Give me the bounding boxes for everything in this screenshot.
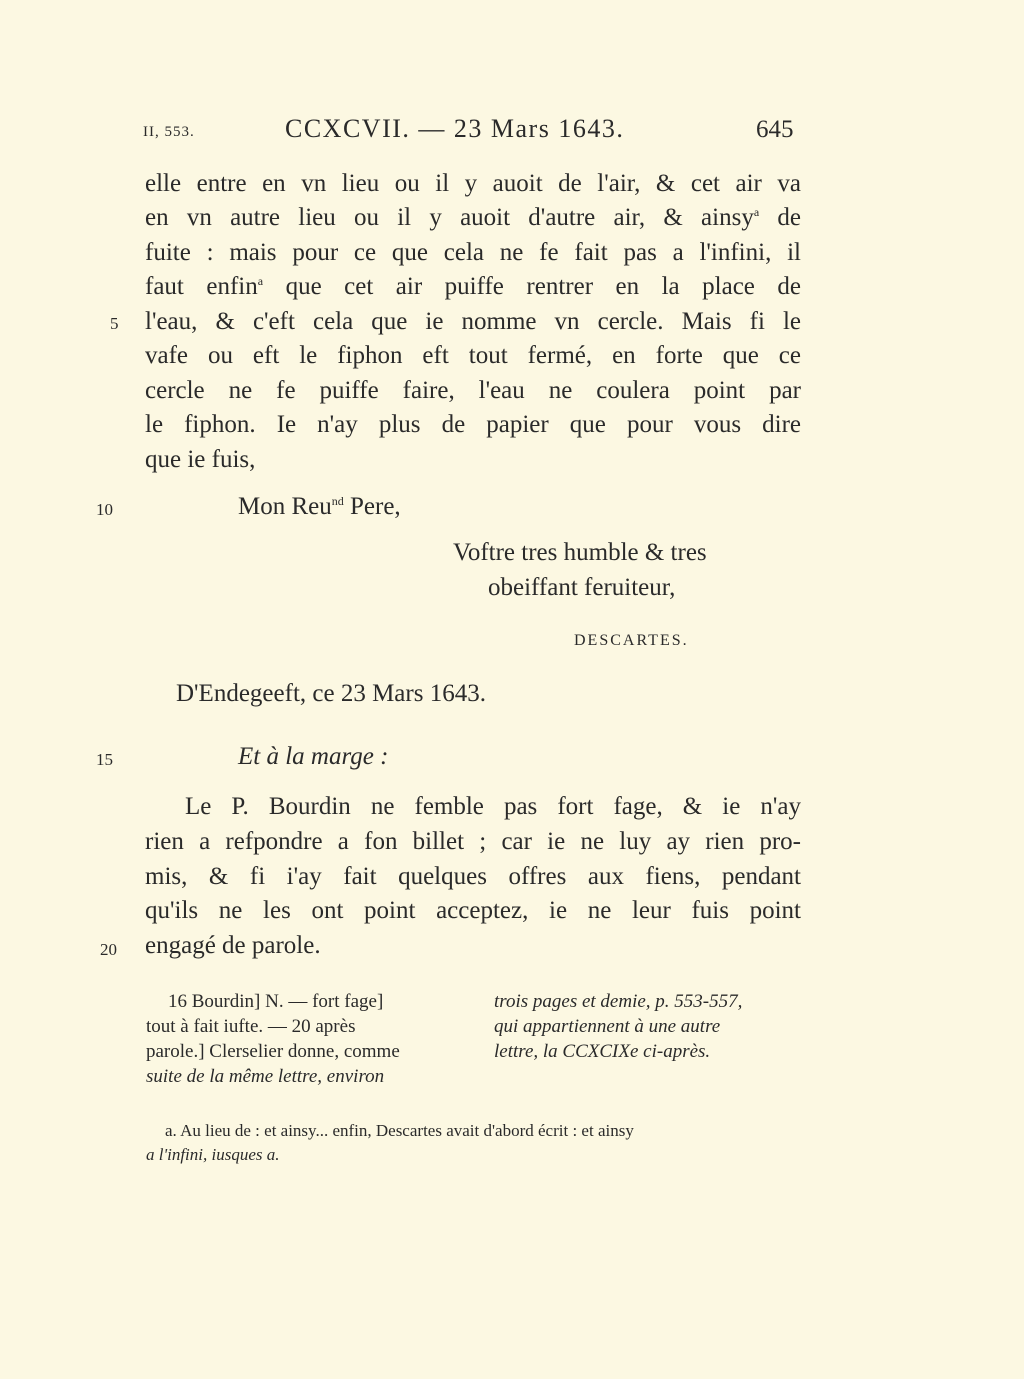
body-line: fuite : mais pour ce que cela ne fe fait pas a l'infini, il (145, 239, 801, 266)
variant-line: lettre, la CCXCIXe ci-après. (494, 1041, 711, 1062)
postscript-line: Le P. Bourdin ne femble pas fort fage, & ie n'ay (185, 793, 801, 820)
postscript-line: qu'ils ne les ont point acceptez, ie ne leur fuis point (145, 897, 801, 924)
footnote-marker: a (753, 205, 760, 219)
body-line: cercle ne fe puiffe faire, l'eau ne coulera point par (145, 377, 801, 404)
footnote-line: a l'infini, iusques a. (146, 1145, 280, 1164)
body-line: elle entre en vn lieu ou il y auoit de l'air, & cet air va (145, 170, 801, 197)
body-line: l'eau, & c'eft cela que ie nomme vn cercle. Mais fi le (145, 308, 801, 335)
postscript-line: mis, & fi i'ay fait quelques offres aux fiens, pendant (145, 863, 801, 890)
dateline: D'Endegeeft, ce 23 Mars 1643. (176, 680, 486, 707)
footnote-marker: a (257, 274, 264, 288)
line-number: 5 (110, 314, 119, 333)
line-number: 10 (96, 500, 113, 519)
variants-right-column (494, 989, 806, 1064)
variant-line: suite de la même lettre, environ (146, 1066, 385, 1087)
body-line: le fiphon. Ie n'ay plus de papier que pour vous dire (145, 411, 801, 438)
body-line (145, 201, 801, 236)
salutation (238, 490, 401, 525)
body-line: que ie fuis, (145, 446, 256, 473)
body-line-tail: que cet air puiffe rentrer en la place de (285, 273, 801, 300)
variants-left-column (146, 989, 458, 1089)
variant-line: 16 Bourdin] N. — fort fage] (168, 991, 384, 1012)
closing-line: obeiffant feruiteur, (488, 574, 676, 601)
salutation-suffix: Pere, (343, 493, 401, 520)
body-line-tail: de (777, 204, 802, 231)
page-number: 645 (756, 116, 794, 143)
margin-heading: Et à la marge : (238, 743, 389, 770)
variant-line: trois pages et demie, p. 553-557, (494, 991, 743, 1012)
body-line-text: en vn autre lieu ou il y auoit d'autre air, & ainsy (145, 204, 754, 231)
salutation-prefix: Mon Reu (238, 493, 332, 520)
postscript-line: rien a refpondre a fon billet ; car ie ne luy ay rien pro- (145, 828, 801, 855)
variant-line: tout à fait iufte. — 20 après (146, 1016, 356, 1037)
body-line (145, 270, 801, 305)
variant-line: parole.] Clerselier donne, comme (146, 1041, 400, 1062)
page-reference: II, 553. (143, 124, 195, 140)
letter-heading: CCXCVII. — 23 Mars 1643. (285, 114, 625, 143)
footnote-line: a. Au lieu de : et ainsy... enfin, Descartes avait d'abord écrit : et ainsy (165, 1121, 634, 1140)
closing-line: Voftre tres humble & tres (453, 539, 707, 566)
postscript-line: engagé de parole. (145, 932, 321, 959)
body-line-text: faut enfin (145, 273, 258, 300)
variant-line: qui appartiennent à une autre (494, 1016, 721, 1037)
line-number: 15 (96, 750, 113, 769)
line-number: 20 (100, 940, 117, 959)
salutation-sup: nd (331, 494, 344, 508)
body-line: vafe ou eft le fiphon eft tout fermé, en forte que ce (145, 342, 801, 369)
signature: DESCARTES. (574, 632, 689, 649)
